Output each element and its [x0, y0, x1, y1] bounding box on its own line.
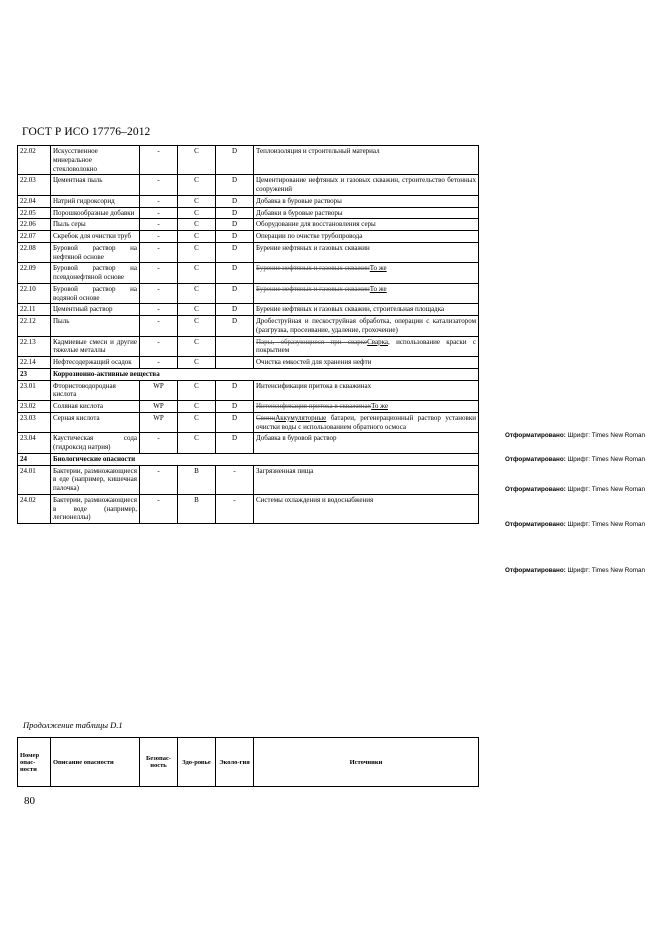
table-row: 22.11 Цементный раствор - C D Бурение нефтяных и газовых скважин, строительная площадка: [18, 304, 479, 316]
format-comment: Отформатировано: Шрифт: Times New Roman: [505, 432, 646, 439]
table-row: 23.01 Фтористоводородная кислота WP C D Интенсификация притока в скважинах: [18, 380, 479, 401]
table-row: 22.03 Цементная пыль - C D Цементирование нефтяных и газовых скважин, строительство бетонных сооружений: [18, 175, 479, 196]
section-row: 24 Биологические опасности: [18, 453, 479, 465]
page-number: 80: [24, 795, 35, 807]
table-row: 22.13 Кадмиевые смеси и другие тяжелые металлы - C Пары, образующиеся при сваркеСварка, использование краски с покрытием: [18, 336, 479, 357]
table-row: 22.12 Пыль - C D Дробеструйная и пескоструйная обработка, операции с катализатором (разгрузка, просеивание, удаление, грохочение): [18, 316, 479, 337]
header-safety: Безопас-ность: [140, 738, 178, 787]
format-comment: Отформатировано: Шрифт: Times New Roman: [505, 456, 646, 463]
table-caption: Продолжение таблицы D.1: [23, 720, 123, 730]
header-sources: Источники: [254, 738, 479, 787]
table-row: 23.02 Соляная кислота WP C D Интенсификация притока в скважинахТо же: [18, 401, 479, 413]
table-row: 22.07 Скребок для очистки труб - C D Операции по очистке трубопровода: [18, 231, 479, 243]
table-row: 22.08 Буровой раствор на нефтяной основе - C D Бурение нефтяных и газовых скважин: [18, 242, 479, 263]
format-comment: Отформатировано: Шрифт: Times New Roman: [505, 567, 646, 574]
table-row: 22.14 Нефтесодержащий осадок - C Очистка емкостей для хранения нефти: [18, 357, 479, 369]
table-row: 22.10 Буровой раствор на водяной основе - C D Бурение нефтяных и газовых скважинТо же: [18, 283, 479, 304]
header-eco: Эколо-гия: [216, 738, 254, 787]
deleted-text: Интенсификация притока в скважинах: [256, 402, 372, 410]
table-row: 22.05 Порошкообразные добавки - C D Добавки в буровые растворы: [18, 207, 479, 219]
table-row: 22.02 Искусственное минеральное стекловолокно - C D Теплоизоляция и строительный материал: [18, 146, 479, 175]
deleted-text: Свинц: [256, 413, 276, 422]
section-row: 23 Коррозионно-активные вещества: [18, 368, 479, 380]
table-row: 23.03 Серная кислота WP C D СвинцАккумуляторные батареи, регенерационный раствор установки очистки воды с использованием обратного осмоса: [18, 412, 479, 433]
inserted-text: То же: [369, 264, 387, 273]
deleted-text: Бурение нефтяных и газовых скважин: [256, 264, 370, 273]
inserted-text: То же: [371, 402, 389, 410]
header-num: Номер опас-ности: [18, 738, 51, 787]
table-row: 22.04 Натрий гидроксорид - C D Добавка в буровые растворы: [18, 195, 479, 207]
header-health: Здо-ровье: [178, 738, 216, 787]
deleted-text: Пары, образующиеся при сварке: [256, 337, 368, 346]
inserted-text: То же: [369, 284, 387, 293]
document-header: ГОСТ Р ИСО 17776–2012: [22, 126, 151, 138]
format-comment: Отформатировано: Шрифт: Times New Roman: [505, 521, 646, 528]
column-header-table: [17, 737, 479, 787]
table-row: 22.06 Пыль серы - C D Оборудование для восстановления серы: [18, 219, 479, 231]
header-desc: Описание опасности: [51, 738, 140, 787]
deleted-text: Бурение нефтяных и газовых скважин: [256, 284, 370, 293]
hazard-table: [17, 145, 479, 524]
inserted-text: Аккумуляторные: [275, 413, 327, 422]
format-comment: Отформатировано: Шрифт: Times New Roman: [505, 486, 646, 493]
table-row: 22.09 Буровой раствор на псевдонефтяной основе - C D Бурение нефтяных и газовых скважинТо же: [18, 263, 479, 284]
table-row: 23.04 Каустическая сода (гидроксид натрия) - C D Добавка в буровой раствор: [18, 433, 479, 454]
inserted-text: Сварка: [367, 337, 389, 346]
table-row: 24.02 Бактерии, размножающиеся в воде (например, легионеллы) - B - Системы охлаждения и водоснабжения: [18, 494, 479, 523]
table-row: 24.01 Бактерии, размножающиеся в еде (например, кишечная палочка) - B - Загрязненная пища: [18, 465, 479, 494]
